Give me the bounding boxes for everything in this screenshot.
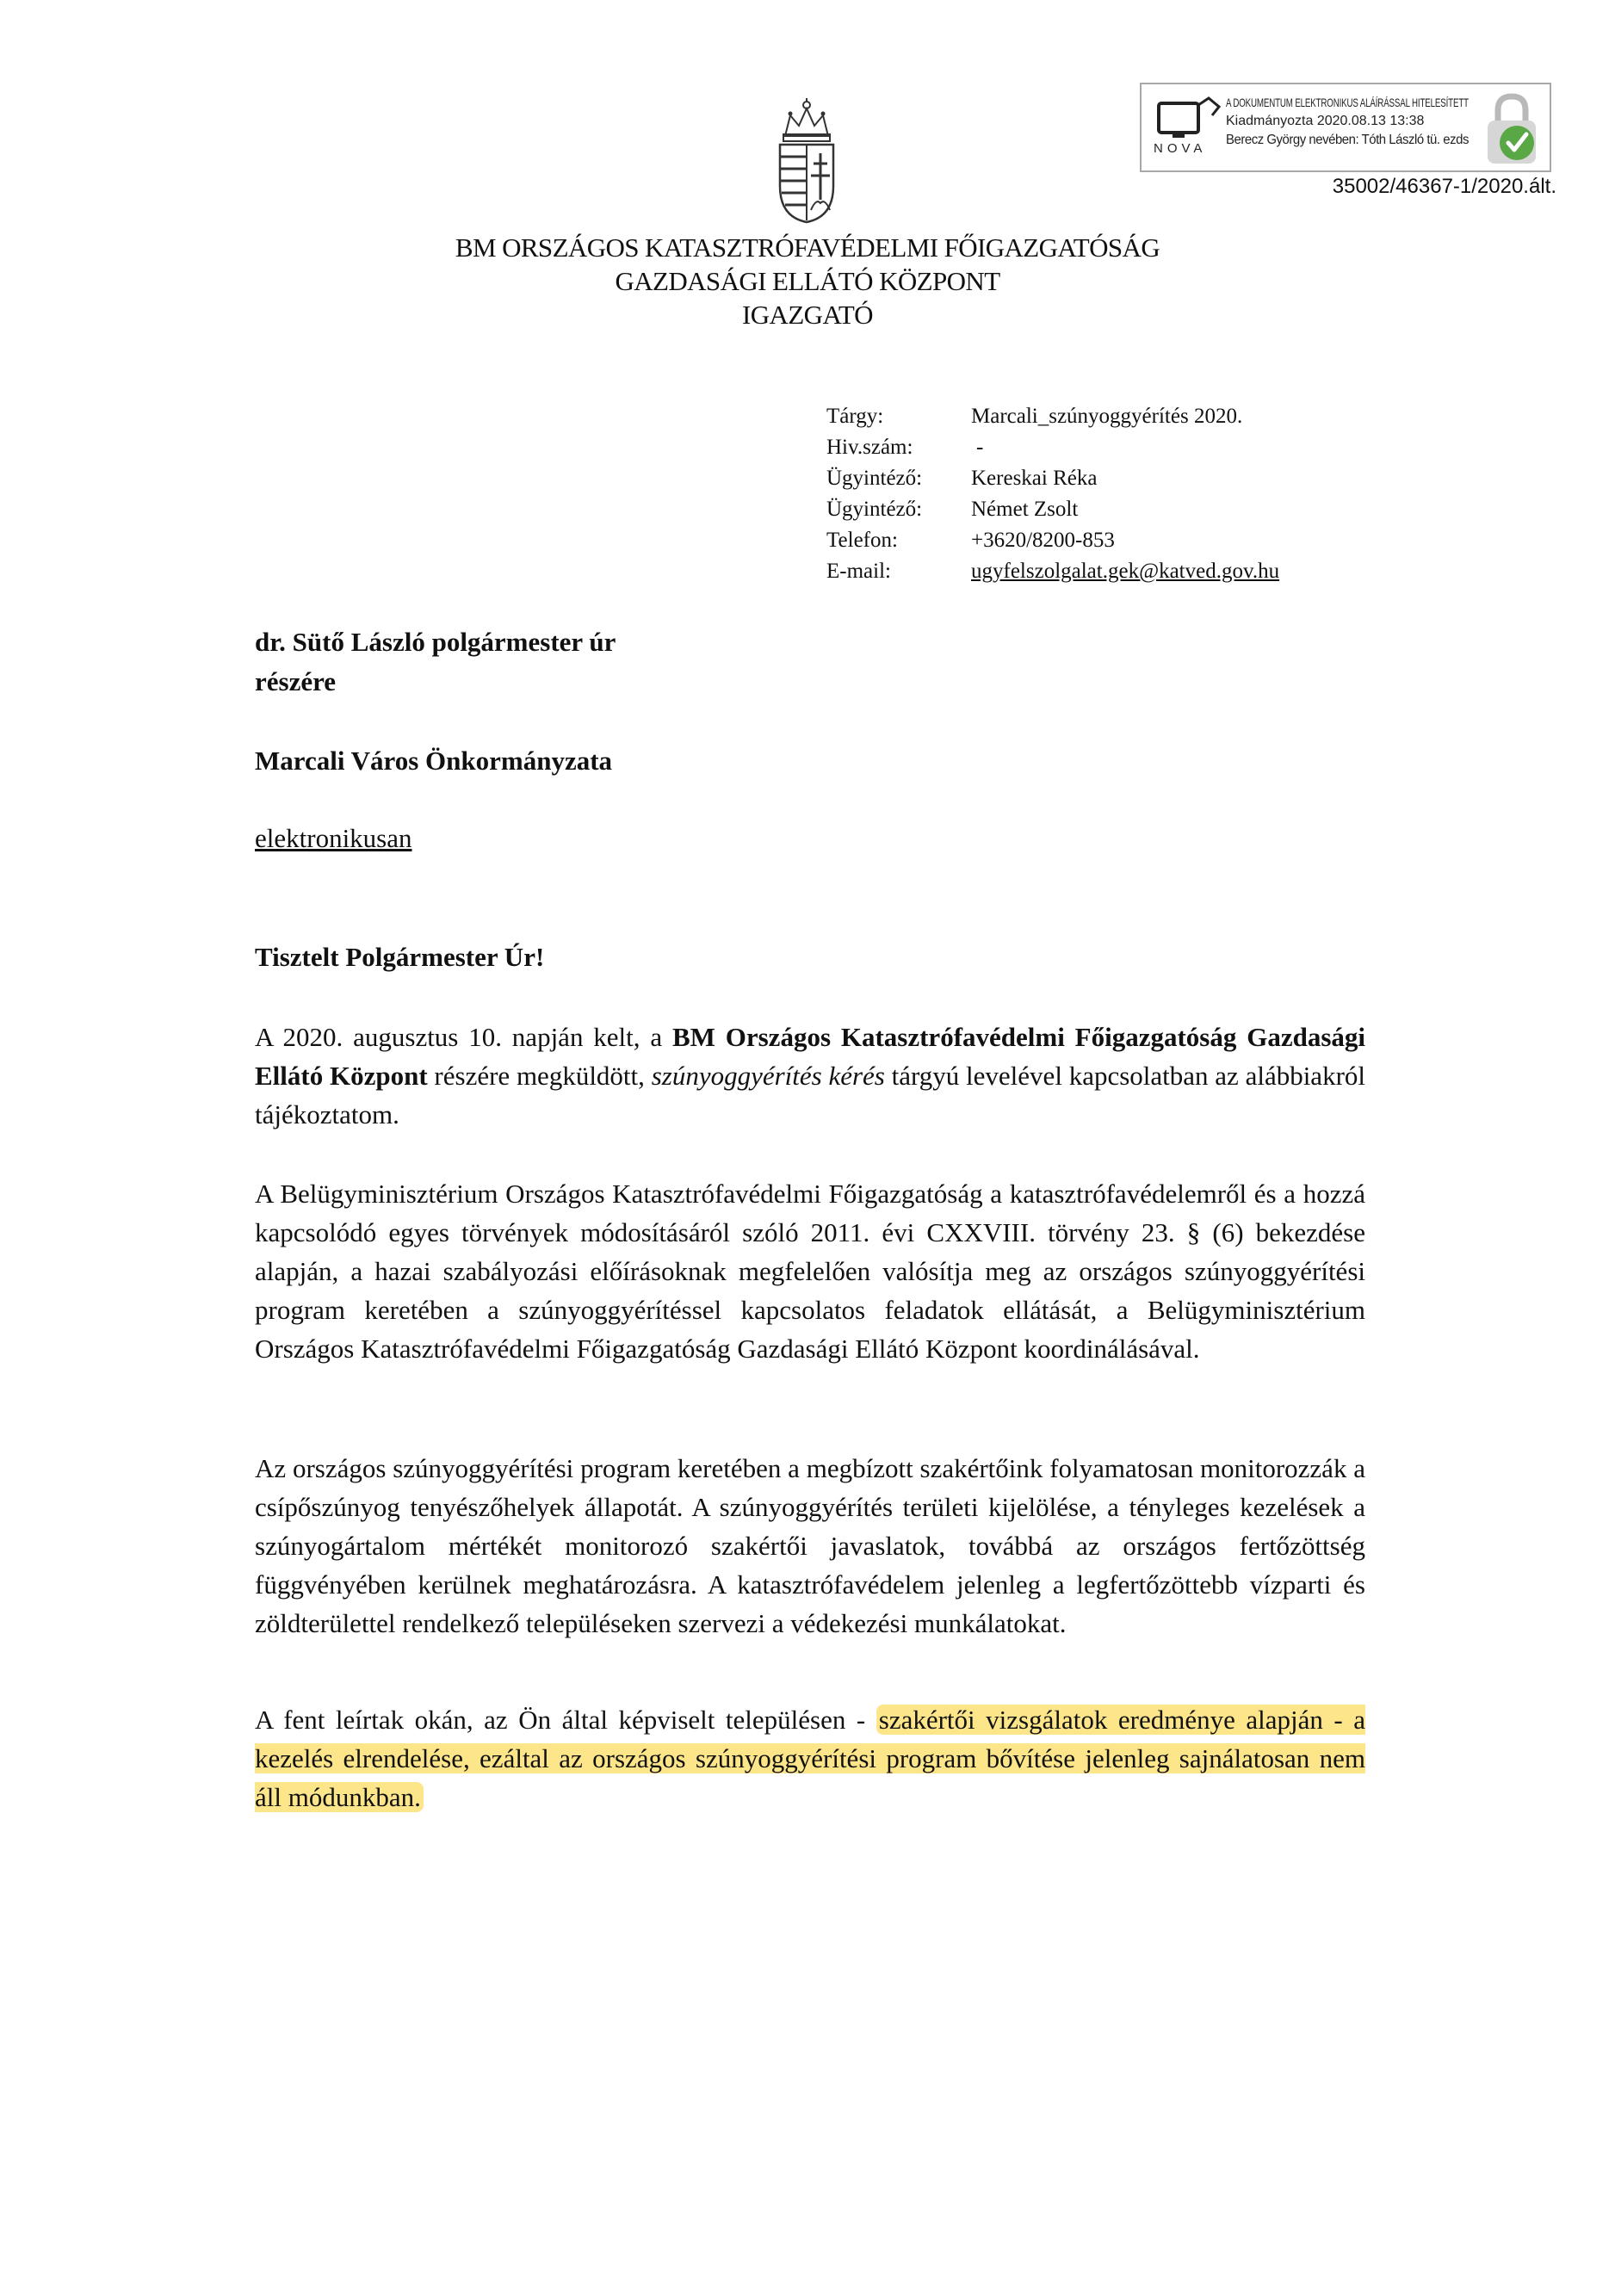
meta-row-email	[826, 556, 1279, 587]
meta-row-clerk-2	[826, 494, 1279, 525]
stamp-line-authenticated: A DOKUMENTUM ELEKTRONIKUS ALÁÍRÁSSAL HITELESÍTETT	[1226, 96, 1469, 109]
delivery-method: elektronikusan	[255, 823, 412, 853]
coat-of-arms-icon	[773, 96, 840, 226]
email-link[interactable]: ugyfelszolgalat.gek@katved.gov.hu	[971, 560, 1280, 583]
paragraph-legal-basis: A Belügyminisztérium Országos Katasztrófavédelmi Főigazgatóság a katasztrófavédelemről és a hozzá kapcsolódó egyes törvények módosításáról szóló 2011. évi CXXVIII. törvény 23. § (6) bekezdése alapján, a hazai szabályozási előírásoknak megfelelően valósítja meg az országos szúnyoggyérítési program keretében a szúnyoggyérítéssel kapcsolatos feladatok ellátását, a Belügyminisztérium Országos Katasztrófavédelmi Főigazgatóság Gazdasági Ellátó Központ koordinálásával.	[255, 1179, 1365, 1364]
addressee-organization: Marcali Város Önkormányzata	[255, 746, 613, 776]
meta-value: Német Zsolt	[971, 498, 1079, 521]
paragraph-decision	[255, 1700, 1365, 1816]
meta-value: -	[976, 436, 984, 459]
meta-value: Kereskai Réka	[971, 467, 1098, 490]
highlighted-text: szakértői vizsgálatok eredménye alapján - a kezelés elrendelése, ezáltal az országos szúnyoggyérítési program bővítése jelenleg sajnálatosan nem áll módunkban.	[255, 1705, 1365, 1812]
meta-row-reference	[826, 432, 1279, 463]
text-run: tárgyú levelével kapcsolatban az alábbiakról tájékoztatom.	[255, 1061, 1366, 1129]
document-number: 35002/46367-1/2020.ált.	[1332, 175, 1556, 198]
meta-label: Ügyintéző:	[826, 498, 923, 521]
text-run-italic: szúnyoggyérítés kérés	[651, 1061, 885, 1091]
text-run: A fent leírtak okán, az Ön által képviselt településen -	[255, 1705, 876, 1735]
meta-value: Marcali_szúnyoggyérítés 2020.	[971, 405, 1243, 428]
meta-label: Ügyintéző:	[826, 467, 923, 490]
salutation: Tisztelt Polgármester Úr!	[255, 942, 545, 972]
issuer-line-2: GAZDASÁGI ELLÁTÓ KÖZPONT	[615, 266, 1000, 296]
meta-row-subject	[826, 401, 1279, 432]
addressee-name: dr. Sütő László polgármester úr	[255, 627, 616, 657]
addressee-for: részére	[255, 666, 337, 696]
text-run: A 2020. augusztus 10. napján kelt, a	[255, 1022, 672, 1052]
issuer-line-3: IGAZGATÓ	[742, 300, 873, 330]
meta-label: E-mail:	[826, 560, 891, 583]
stamp-text	[1226, 93, 1476, 150]
paragraph-program: Az országos szúnyoggyérítési program keretében a megbízott szakértőink folyamatosan monitorozzák a csípőszúnyog tenyészőhelyek állapotát. A szúnyoggyérítés területi kijelölése, a tényleges kezelések a szúnyogártalom mértékét monitorozó szakértői javaslatok, továbbá az országos fertőzöttség függvényében kerülnek meghatározásra. A katasztrófavédelem jelenleg a legfertőzöttebb vízparti és zöldterülettel rendelkező településeken szervezi a védekezési munkálatokat.	[255, 1453, 1365, 1638]
padlock-check-icon	[1482, 90, 1541, 169]
meta-label: Tárgy:	[826, 405, 884, 428]
text-run: részére megküldött,	[427, 1061, 652, 1091]
issuer-line-1: BM ORSZÁGOS KATASZTRÓFAVÉDELMI FŐIGAZGATÓSÁG	[455, 232, 1160, 263]
electronic-signature-stamp	[1140, 83, 1551, 172]
stamp-brand: NOVA	[1154, 141, 1207, 156]
letter-meta	[826, 401, 1279, 587]
text-run-bold: BM Országos Katasztrófavédelmi Főigazgatóság Gazdasági Ellátó Központ	[255, 1022, 1365, 1091]
meta-label: Telefon:	[826, 529, 898, 552]
stamp-line-issued: Kiadmányozta 2020.08.13 13:38	[1226, 114, 1425, 128]
meta-value: +3620/8200-853	[971, 529, 1115, 552]
meta-row-phone	[826, 525, 1279, 556]
stamp-line-signer: Berecz György nevében: Tóth László tü. ezds	[1226, 133, 1469, 147]
paragraph-reference	[255, 1018, 1365, 1134]
meta-label: Hiv.szám:	[826, 436, 913, 459]
meta-row-clerk-1	[826, 463, 1279, 494]
